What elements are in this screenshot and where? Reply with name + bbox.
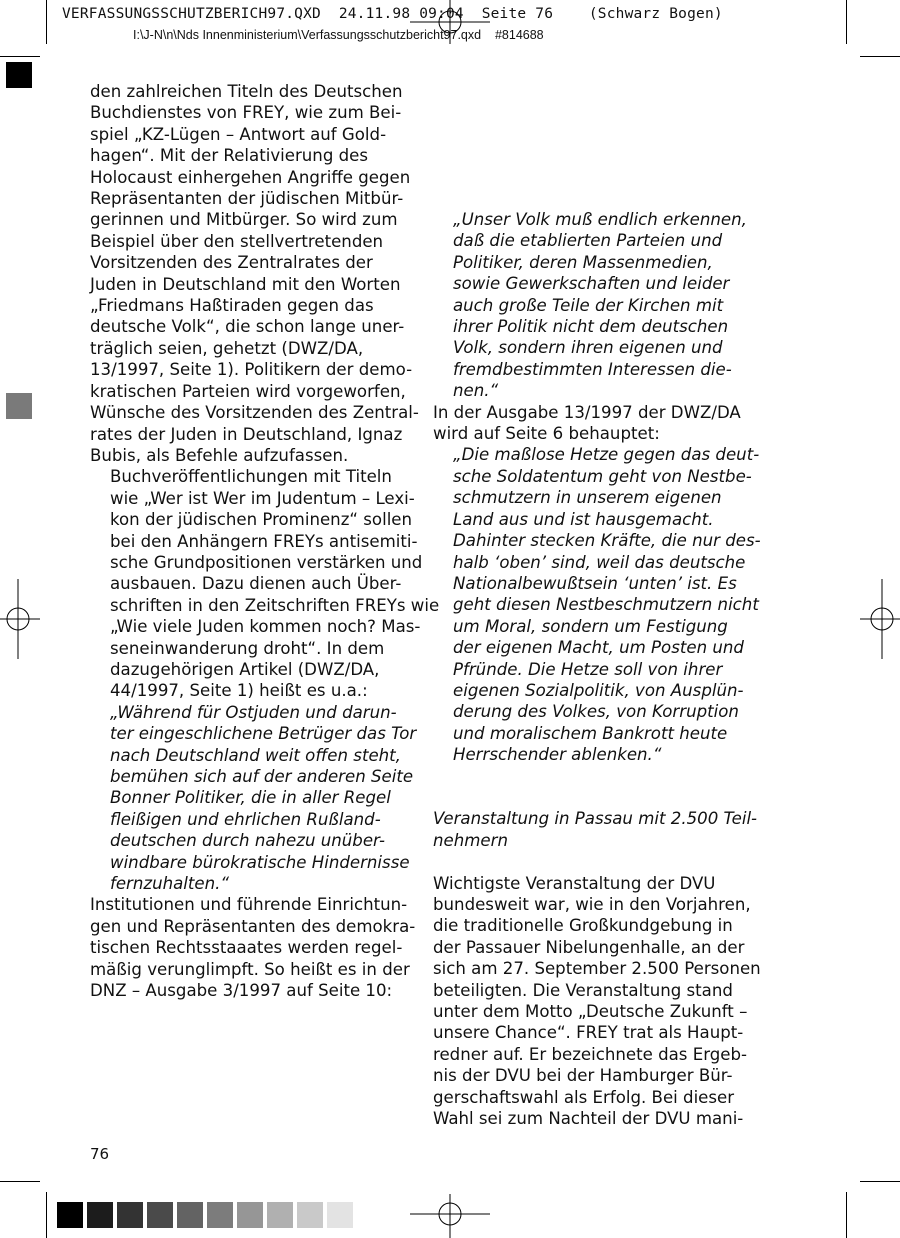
text-line: wird auf Seite 6 behauptet: <box>433 424 660 444</box>
text-line: Vorsitzenden des Zentralrates der <box>90 253 373 273</box>
registration-mark-left <box>0 574 44 664</box>
text-line: dazugehörigen Artikel (DWZ/DA, <box>110 659 380 679</box>
color-swatch <box>237 1202 263 1228</box>
text-line: nehmern <box>433 830 508 850</box>
text-line: „Friedmans Haßtiraden gegen das <box>90 296 374 316</box>
text-line: rates der Juden in Deutschland, Ignaz <box>90 424 403 444</box>
text-line: Wichtigste Veranstaltung der DVU <box>433 873 716 893</box>
text-line: Bonner Politiker, die in aller Regel <box>110 788 391 808</box>
side-mark-gray <box>6 393 32 419</box>
text-line: sche Grundpositionen verstärken und <box>110 552 423 572</box>
color-swatch <box>267 1202 293 1228</box>
text-line: deutsche Volk“, die schon lange uner- <box>90 317 405 337</box>
text-line: Juden in Deutschland mit den Worten <box>90 274 401 294</box>
text-line: träglich seien, gehetzt (DWZ/DA, <box>90 338 364 358</box>
text-line: Holocaust einhergehen Angriffe gegen <box>90 167 411 187</box>
text-line: daß die etablierten Parteien und <box>453 231 723 251</box>
text-line: Bubis, als Befehle aufzufassen. <box>90 445 349 465</box>
text-line: der Passauer Nibelungenhalle, an der <box>433 937 745 957</box>
text-line: wie „Wer ist Wer im Judentum – Lexi- <box>110 488 415 508</box>
text-line: hagen“. Mit der Relativierung des <box>90 146 369 166</box>
text-line: Buchveröffentlichungen mit Titeln <box>110 467 392 487</box>
text-line: kon der jüdischen Prominenz“ sollen <box>110 510 413 530</box>
color-swatch <box>177 1202 203 1228</box>
text-line: ter eingeschlichene Betrüger das Tor <box>110 724 417 744</box>
text-line: Beispiel über den stellvertretenden <box>90 231 384 251</box>
text-line: kratischen Parteien wird vorgeworfen, <box>90 381 406 401</box>
text-line: seneinwanderung droht“. In dem <box>110 638 385 658</box>
quote-2 <box>433 209 753 402</box>
text-line: beteiligten. Die Veranstaltung stand <box>433 980 733 1000</box>
text-line: und moralischem Bankrott heute <box>453 723 728 743</box>
text-line: Wahl sei zum Nachteil der DVU mani- <box>433 1109 744 1129</box>
color-swatch <box>327 1202 353 1228</box>
text-line: 44/1997, Seite 1) heißt es u.a.: <box>110 681 368 701</box>
paragraph-4 <box>433 402 753 445</box>
registration-mark-right <box>856 574 900 664</box>
text-line: nach Deutschland weit offen steht, <box>110 745 401 765</box>
text-line: spiel „KZ-Lügen – Antwort auf Gold- <box>90 124 387 144</box>
text-line: „Die maßlose Hetze gegen das deut- <box>453 445 760 465</box>
text-line: Repräsentanten der jüdischen Mitbür- <box>90 189 404 209</box>
text-line: tischen Rechtsstaaates werden regel- <box>90 938 403 958</box>
paragraph-1 <box>90 81 419 466</box>
text-line: derung des Volkes, von Korruption <box>453 702 739 722</box>
paragraph-5 <box>433 873 761 1130</box>
quote-1 <box>90 702 417 895</box>
text-line: unter dem Motto „Deutsche Zukunft – <box>433 1002 748 1021</box>
text-line: sich am 27. September 2.500 Personen <box>433 959 761 979</box>
text-line: fremdbestimmten Interessen die- <box>453 359 732 379</box>
text-line: mäßig verunglimpft. So heißt es in der <box>90 959 410 979</box>
text-line: Land aus und ist hausgemacht. <box>453 509 714 529</box>
text-line: Volk, sondern ihren eigenen und <box>453 338 723 358</box>
text-line: gen und Repräsentanten des demokra- <box>90 916 416 936</box>
color-swatch <box>117 1202 143 1228</box>
text-line: bei den Anhängern FREYs antisemiti- <box>110 531 418 551</box>
text-line: Wünsche des Vorsitzenden des Zentral- <box>90 403 419 423</box>
text-line: gerschaftswahl als Erfolg. Bei dieser <box>433 1087 735 1107</box>
text-line: sowie Gewerkschaften und leider <box>453 274 730 294</box>
text-line: Dahinter stecken Kräfte, die nur des- <box>453 531 761 551</box>
text-line: Herrschender ablenken.“ <box>453 745 662 765</box>
text-line: redner auf. Er bezeichnete das Ergeb- <box>433 1044 748 1064</box>
right-column <box>433 209 761 1129</box>
text-line: nis der DVU bei der Hamburger Bür- <box>433 1066 733 1086</box>
text-line: Buchdienstes von FREY, wie zum Bei- <box>90 103 402 123</box>
text-line: In der Ausgabe 13/1997 der DWZ/DA <box>433 402 741 422</box>
registration-mark-bottom <box>405 1194 495 1238</box>
text-line: die traditionelle Großkundgebung in <box>433 916 733 936</box>
text-line: gerinnen und Mitbürger. So wird zum <box>90 210 398 230</box>
color-swatch <box>57 1202 83 1228</box>
slug-header: VERFASSUNGSSCHUTZBERICH97.QXD 24.11.98 09:04 Seite 76 (Schwarz Bogen) <box>62 6 723 22</box>
text-line: Pfründe. Die Hetze soll von ihrer <box>453 659 723 679</box>
text-line: „Während für Ostjuden und darun- <box>110 702 397 722</box>
text-line: ihrer Politik nicht dem deutschen <box>453 317 729 337</box>
text-line: Veranstaltung in Passau mit 2.500 Teil- <box>433 809 758 829</box>
color-swatch <box>147 1202 173 1228</box>
color-swatch <box>297 1202 323 1228</box>
color-swatch <box>207 1202 233 1228</box>
paragraph-3 <box>90 894 416 1001</box>
text-line: eigenen Sozialpolitik, von Ausplün- <box>453 680 744 700</box>
registration-mark-top <box>405 0 495 44</box>
text-line: windbare bürokratische Hindernisse <box>110 852 410 872</box>
text-line: bemühen sich auf der anderen Seite <box>110 767 414 786</box>
text-line: halb ‘oben’ sind, weil das deutsche <box>453 552 746 572</box>
quote-3 <box>433 444 761 765</box>
text-line: fernzuhalten.“ <box>110 874 230 894</box>
text-line: ausbauen. Dazu dienen auch Über- <box>110 574 402 594</box>
page-number: 76 <box>90 1145 110 1163</box>
text-line: um Moral, sondern um Festigung <box>453 616 728 636</box>
color-swatch <box>87 1202 113 1228</box>
text-line: Politiker, deren Massenmedien, <box>453 252 713 272</box>
text-line: sche Soldatentum geht von Nestbe- <box>453 466 752 486</box>
text-line: deutschen durch nahezu unüber- <box>110 831 385 851</box>
section-heading <box>433 808 758 851</box>
text-line: „Unser Volk muß endlich erkennen, <box>453 210 747 229</box>
text-line: unsere Chance“. FREY trat als Haupt- <box>433 1023 744 1043</box>
text-line: schmutzern in unserem eigenen <box>453 488 722 508</box>
text-line: der eigenen Macht, um Posten und <box>453 638 744 658</box>
text-line: DNZ – Ausgabe 3/1997 auf Seite 10: <box>90 981 393 1001</box>
text-line: nen.“ <box>453 381 499 401</box>
text-line: bundesweit war, wie in den Vorjahren, <box>433 894 751 914</box>
side-mark-black <box>6 62 32 88</box>
text-line: 13/1997, Seite 1). Politikern der demo- <box>90 360 413 380</box>
text-line: den zahlreichen Titeln des Deutschen <box>90 82 403 101</box>
text-line: geht diesen Nestbeschmutzern nicht <box>453 595 759 615</box>
text-line: Institutionen und führende Einrichtun- <box>90 895 408 915</box>
text-line: fleißigen und ehrlichen Rußland- <box>110 809 381 829</box>
text-line: schriften in den Zeitschriften FREYs wie <box>110 595 440 615</box>
text-line: „Wie viele Juden kommen noch? Mas- <box>110 617 421 637</box>
paragraph-2 <box>90 466 440 701</box>
text-line: Nationalbewußtsein ‘unten’ ist. Es <box>453 573 737 593</box>
text-line: auch große Teile der Kirchen mit <box>453 295 724 315</box>
left-column <box>90 81 440 1001</box>
slug-path: I:\J-N\n\Nds Innenministerium\Verfassungsschutzbericht97.qxd #814688 <box>133 28 544 42</box>
